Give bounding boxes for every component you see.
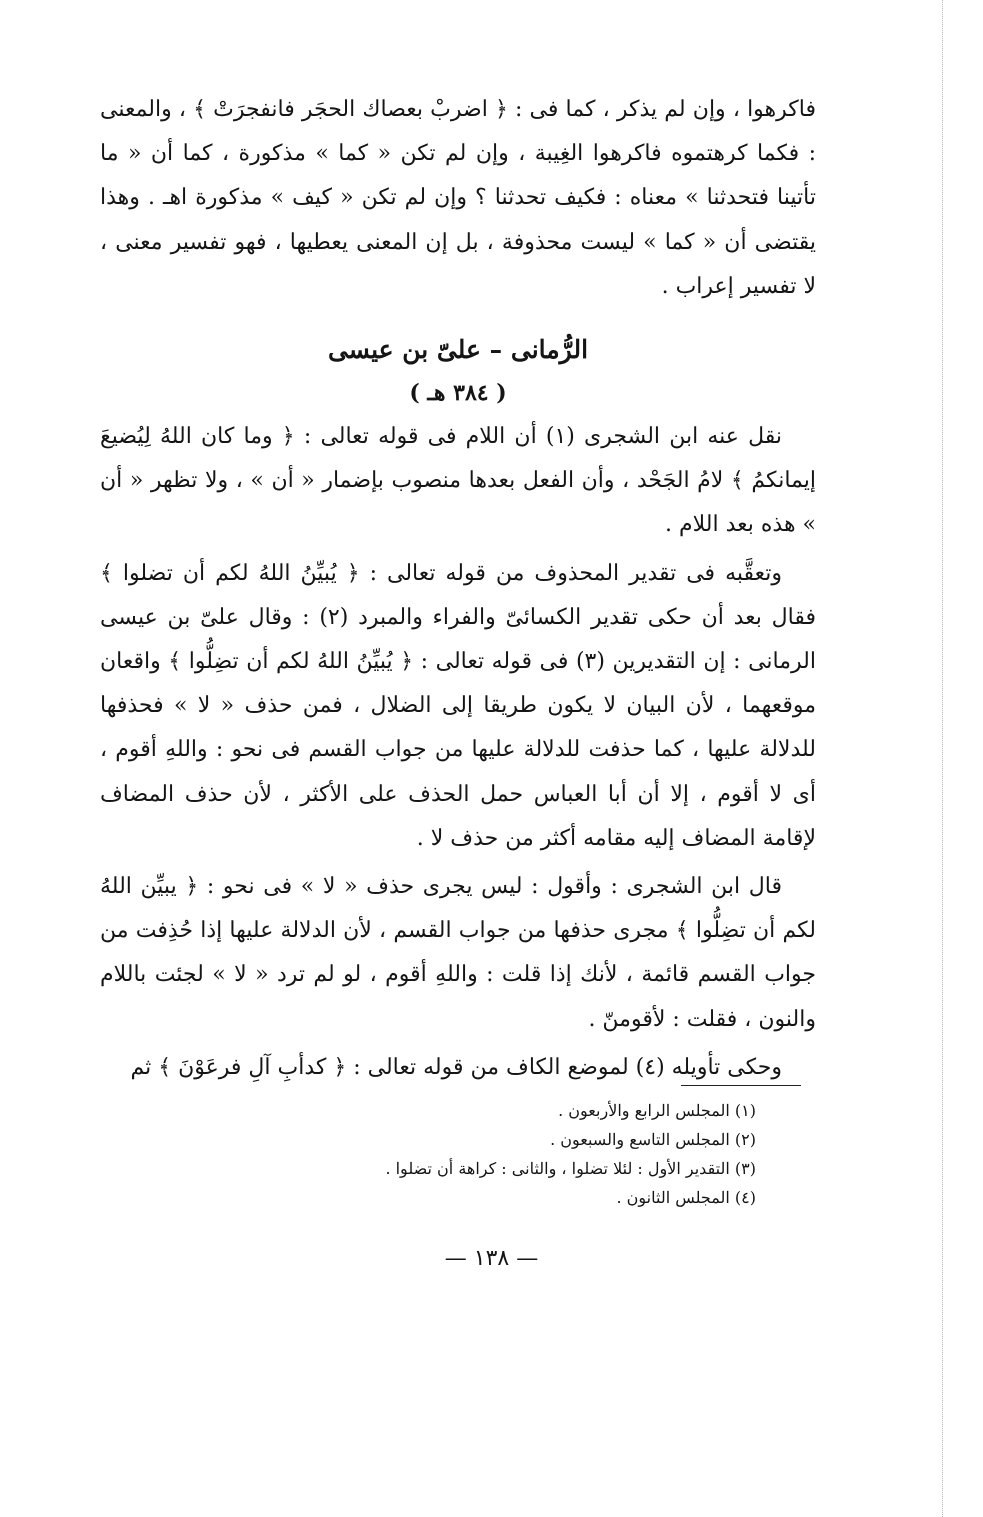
page-body xyxy=(100,88,816,1090)
body-paragraph-1: نقل عنه ابن الشجرى (١) أن اللام فى قوله تعالى : ﴿ وما كان اللهُ لِيُضيعَ إيمانكمُ ﴾ لامُ الجَحْد ، وأن الفعل بعدها منصوب بإضمار « أن » ، ولا تظهر « أن » هذه بعد اللام . xyxy=(100,424,816,538)
footnote-2: (٢) المجلس التاسع والسبعون . xyxy=(550,1130,756,1149)
section-date: ( ٣٨٤ هـ ) xyxy=(409,380,507,407)
intro-paragraph: فاكرهوا ، وإن لم يذكر ، كما فى : ﴿ اضربْ بعصاك الحجَر فانفجرَتْ ﴾ ، والمعنى : فكما كرهتموه فاكرهوا الغِيبة ، وإن لم تكن « كما » مذكورة ، كما أن « ما تأتينا فتحدثنا » معناه : فكيف تحدثنا ؟ وإن لم تكن « كيف » مذكورة اهـ . وهذا يقتضى أن « كما » ليست محذوفة ، بل إن المعنى يعطيها ، فهو تفسير معنى ، لا تفسير إعراب . xyxy=(100,97,816,299)
section-title: الرُّمانى – علىّ بن عيسى xyxy=(327,335,589,365)
footnote-separator xyxy=(681,1085,801,1086)
body-paragraph-4: وحكى تأويله (٤) لموضع الكاف من قوله تعالى : ﴿ كدأبِ آلِ فرعَوْنَ ﴾ ثم xyxy=(130,1054,782,1080)
footnotes xyxy=(200,1096,756,1212)
footnote-3: (٣) التقدير الأول : لئلا تضلوا ، والثانى : كراهة أن تضلوا . xyxy=(385,1159,756,1178)
footnote-4: (٤) المجلس الثانون . xyxy=(616,1188,756,1207)
page-number: — ١٣٨ — xyxy=(444,1246,539,1271)
body-paragraph-2: وتعقَّبه فى تقدير المحذوف من قوله تعالى : ﴿ يُبيِّنُ اللهُ لكم أن تضلوا ﴾ فقال بعد أن حكى تقدير الكسائىّ والفراء والمبرد (٢) : وقال علىّ بن عيسى الرمانى : إن التقديرين (٣) فى قوله تعالى : ﴿ يُبيِّنُ اللهُ لكم أن تضِلُّوا ﴾ واقعان موقعهما ، لأن البيان لا يكون طريقا إلى الضلال ، فمن حذف « لا » فحذفها للدلالة عليها ، كما حذفت للدلالة عليها من جواب القسم فى نحو : واللهِ أقوم ، أى لا أقوم ، إلا أن أبا العباس حمل الحذف على الأكثر ، لأن حذف المضاف لإقامة المضاف إليه مقامه أكثر من حذف لا . xyxy=(100,560,817,851)
footnote-1: (١) المجلس الرابع والأربعون . xyxy=(558,1101,756,1120)
body-paragraph-3: قال ابن الشجرى : وأقول : ليس يجرى حذف « لا » فى نحو : ﴿ يبيِّن اللهُ لكم أن تضِلُّوا ﴾ مجرى حذفها من جواب القسم ، لأن الدلالة عليها إذا حُذِفت من جواب القسم قائمة ، لأنك إذا قلت : واللهِ أقوم ، لو لم ترد « لا » لجئت باللام والنون ، فقلت : لأقومنّ . xyxy=(100,874,816,1032)
scan-edge-line xyxy=(942,0,943,1517)
